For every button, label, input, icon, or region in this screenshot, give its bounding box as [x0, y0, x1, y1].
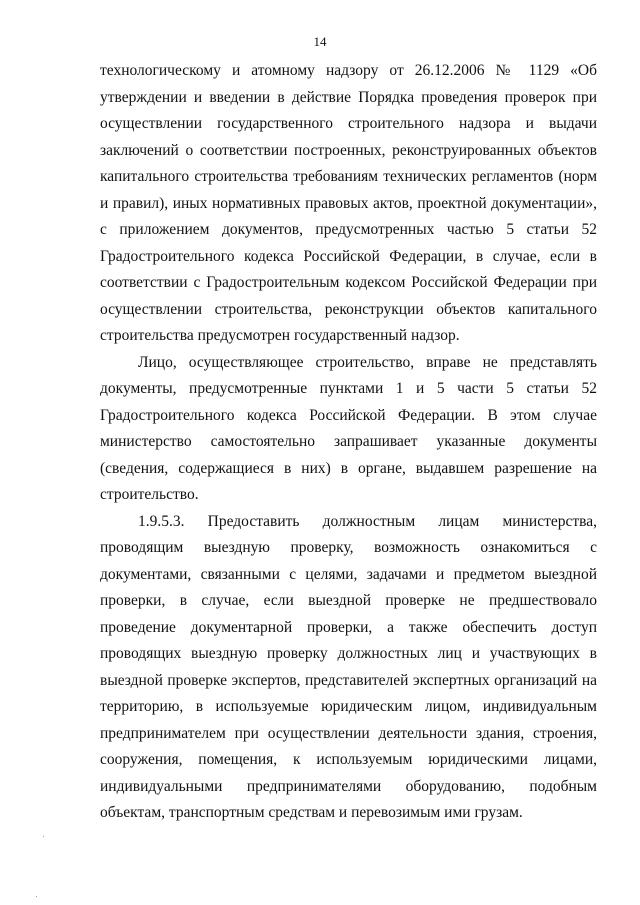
paragraph-documents-right: Лицо, осуществляющее строительство, вправе не представлять документы, предусмотренные пунктами 1 и 5 части 5 статьи 52 Градостроительного кодекса Российской Федерации. В этом случае министерство самостоятельно запрашивает указанные документы (сведения, содержащиеся в них) в органе, выдавшем разрешение на строительство.: [100, 353, 597, 503]
scan-speck: [43, 836, 44, 837]
document-body: [100, 58, 597, 827]
paragraph-1-9-5-3: 1.9.5.3. Предоставить должностным лицам министерства, проводящим выездную проверку, возможность ознакомиться с документами, связанными с целями, задачами и предметом выездной проверки, в случае, если выездной проверке не предшествовало проведение документарной проверки, а также обеспечить доступ проводящих выездную проверку должностных лиц и участвующих в выездной проверке экспертов, представителей экспертных организаций на территорию, в используемые юридическим лицом, индивидуальным предпринимателем при осуществлении деятельности здания, строения, сооружения, помещения, к используемым юридическими лицами, индивидуальными предпринимателями оборудованию, подобным объектам, транспортным средствам и перевозимым ими грузам.: [100, 512, 597, 821]
page-number: 14: [313, 34, 327, 49]
paragraph-continuation: технологическому и атомному надзору от 26.12.2006 № 1129 «Об утверждении и введении в действие Порядка проведения проверок при осуществлении государственного строительного надзора и выдачи заключений о соответствии построенных, реконструированных объектов капитального строительства требованиям технических регламентов (норм и правил), иных нормативных правовых актов, проектной документации», с приложением документов, предусмотренных частью 5 статьи 52 Градостроительного кодекса Российской Федерации, в случае, если в соответствии с Градостроительным кодексом Российской Федерации при осуществлении строительства, реконструкции объектов капитального строительства предусмотрен государственный надзор.: [100, 62, 597, 344]
scan-speck: [36, 896, 37, 897]
